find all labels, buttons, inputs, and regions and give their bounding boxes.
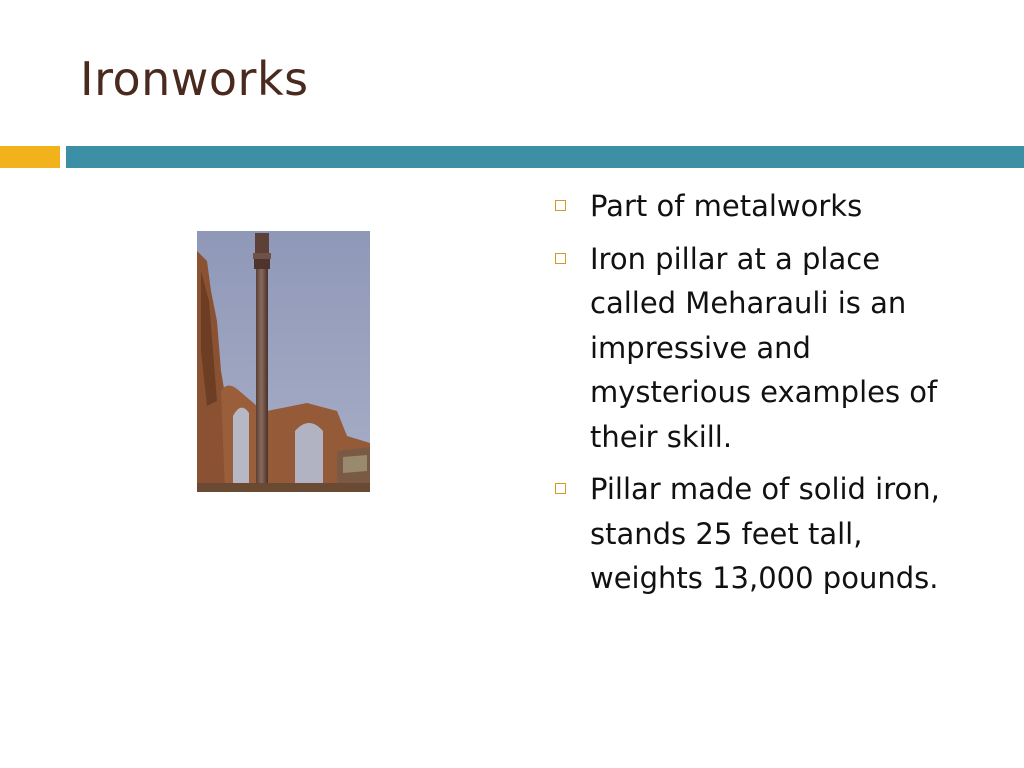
iron-pillar-photo bbox=[197, 231, 370, 492]
list-item bbox=[553, 184, 973, 229]
list-item bbox=[553, 237, 973, 460]
list-item bbox=[553, 467, 973, 601]
accent-bar bbox=[0, 146, 60, 168]
bullet-text: Iron pillar at a place called Meharauli is an impressive and mysterious examples of their skill. bbox=[590, 241, 938, 454]
square-bullet-icon bbox=[555, 483, 566, 494]
bullet-list bbox=[553, 184, 973, 609]
slide-title: Ironworks bbox=[80, 52, 309, 106]
bullet-text: Pillar made of solid iron, stands 25 feet tall, weights 13,000 pounds. bbox=[590, 472, 940, 595]
header-bar bbox=[66, 146, 1024, 168]
square-bullet-icon bbox=[555, 253, 566, 264]
square-bullet-icon bbox=[555, 200, 566, 211]
bullet-text: Part of metalworks bbox=[590, 189, 863, 223]
